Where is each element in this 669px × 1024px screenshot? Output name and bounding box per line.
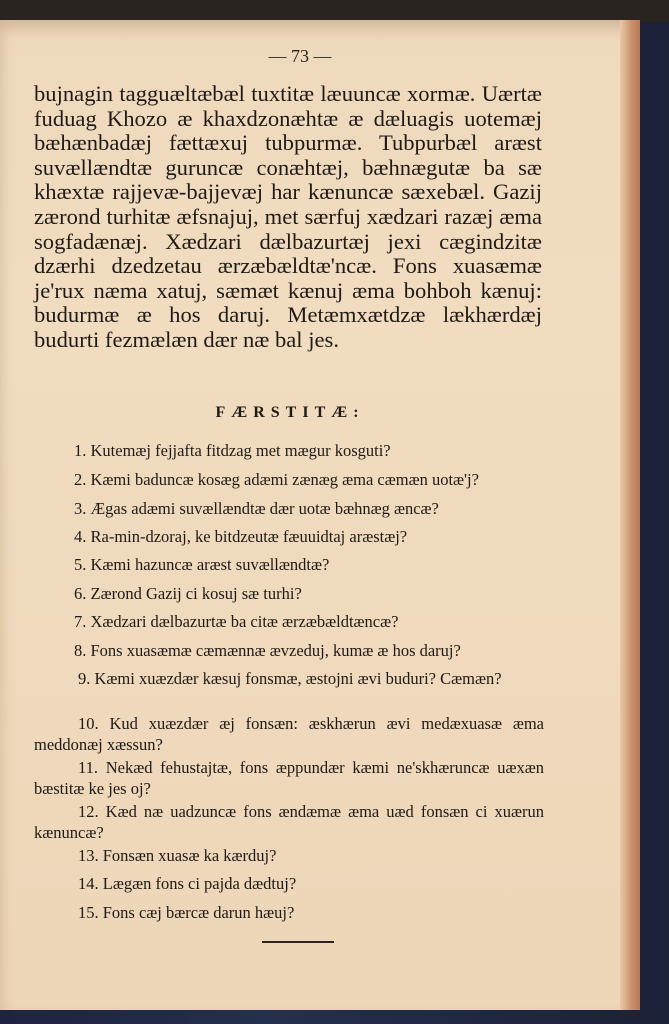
page-number: — 73 — <box>268 46 332 66</box>
question-item <box>74 498 554 519</box>
question-number: 12. <box>78 802 106 821</box>
question-text: Kæd næ uadzuncæ fons ændæmæ æma uæd fonsæn ci xuærun kænuncæ? <box>34 802 544 842</box>
question-number: 6. <box>74 584 91 603</box>
question-number: 9. <box>78 669 95 688</box>
page-edge <box>620 20 640 1010</box>
question-item <box>74 583 554 604</box>
question-text: Fonsæn xuasæ ka kærduj? <box>102 846 277 865</box>
question-item <box>74 440 554 461</box>
question-item <box>74 526 554 547</box>
question-text: Fons cæj bærcæ darun hæuj? <box>102 903 295 922</box>
question-text: Zærond Gazij ci kosuj sæ turhi? <box>90 584 302 603</box>
question-number: 14. <box>78 874 103 893</box>
question-text: Kud xuæzdær æj fonsæn: æskhærun ævi medæxuasæ æma meddonæj xæssun? <box>34 714 545 754</box>
question-item <box>34 668 544 689</box>
question-item <box>74 469 554 490</box>
question-item <box>34 713 544 755</box>
question-number: 7. <box>74 612 91 631</box>
section-title: FÆRSTITÆ: <box>215 404 365 421</box>
question-text: Kæmi xuæzdær kæsuj fonsmæ, æstojni ævi buduri? Cæmæn? <box>94 669 502 688</box>
question-item <box>74 640 554 661</box>
question-number: 13. <box>78 846 103 865</box>
question-number: 4. <box>74 527 91 546</box>
top-shadow-strip <box>0 0 669 22</box>
question-number: 15. <box>78 903 103 922</box>
question-text: Ægas adæmi suvællændtæ dær uotæ bæhnæg æncæ? <box>90 499 439 518</box>
question-text: Lægæn fons ci pajda dædtuj? <box>102 874 297 893</box>
question-number: 1. <box>74 441 91 460</box>
question-number: 2. <box>74 470 91 489</box>
question-text: Kutemæj fejjafta fitdzag met mægur kosguti? <box>90 441 391 460</box>
question-number: 11. <box>78 758 106 777</box>
question-item <box>78 873 558 894</box>
question-item <box>74 611 554 632</box>
question-text: Kæmi baduncæ kosæg adæmi zænæg æma cæmæn uotæ'j? <box>90 470 479 489</box>
question-text: Fons xuasæmæ cæmænnæ ævzeduj, kumæ æ hos daruj? <box>90 641 461 660</box>
question-item <box>78 902 558 923</box>
question-text: Ra-min-dzoraj, ke bitdzeutæ fæuuidtaj aræstæj? <box>90 527 408 546</box>
question-item <box>74 554 554 575</box>
question-item <box>34 757 544 799</box>
question-item <box>78 845 558 866</box>
question-text: Kæmi hazuncæ aræst suvællændtæ? <box>90 555 330 574</box>
question-text: Xædzari dælbazurtæ ba citæ ærzæbældtæncæ? <box>90 612 399 631</box>
question-item <box>34 801 544 843</box>
question-number: 3. <box>74 499 91 518</box>
question-text: Nekæd fehustajtæ, fons æppundær kæmi ne'skhæruncæ uæxæn bæstitæ ke jes oj? <box>34 758 545 798</box>
body-paragraph: bujnagin tagguæltæbæl tuxtitæ læuuncæ xormæ. Uærtæ fuduag Khozo æ khaxdzonæhtæ æ dæluagis uotemæj bæhænbadæj fættæxuj tubpurmæ. Tubpurbæl aræst suvællændtæ guruncæ conæhtæj, bæhnægutæ ba sæ khæxtæ rajjevæ-bajjevæj har kænuncæ sæxebæl. Gazij zærond turhitæ æfsnajuj, met særfuj xædzari razæj æma sogfadænæj. Xædzari dælbazurtæj jexi cægindzitæ dzærhi dzedzetau ærzæbældtæ'ncæ. Fons xuasæmæ je'rux næma xatuj, sæmæt kænuj æma bohboh kænuj: budurmæ æ hos daruj. Metæmxætdzæ lækhærdæj budurti fezmælæn dær næ bal jes. <box>34 81 542 352</box>
question-number: 10. <box>78 714 110 733</box>
question-number: 5. <box>74 555 91 574</box>
closing-rule <box>262 941 334 943</box>
question-number: 8. <box>74 641 91 660</box>
